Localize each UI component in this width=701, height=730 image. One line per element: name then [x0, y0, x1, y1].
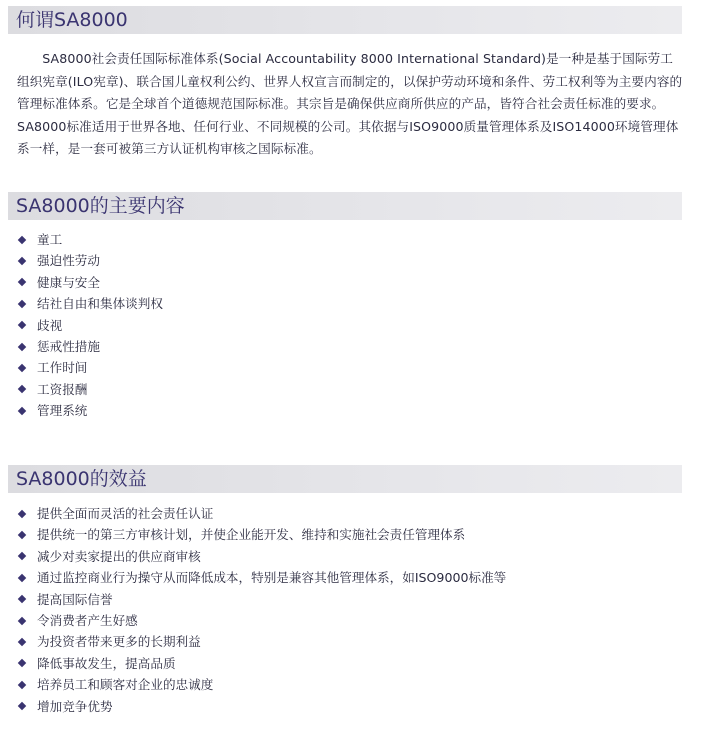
diamond-bullet-icon — [18, 385, 26, 393]
list-item — [18, 546, 506, 567]
list-item-text: 工作时间 — [37, 360, 88, 376]
diamond-bullet-icon — [18, 364, 26, 372]
list-item — [18, 379, 163, 400]
diamond-bullet-icon — [18, 616, 26, 624]
list-item-text: 工资报酬 — [37, 381, 88, 397]
list-item-text: 令消费者产生好感 — [37, 612, 138, 628]
diamond-bullet-icon — [18, 638, 26, 646]
list-item — [18, 250, 163, 271]
list-item-text: 降低事故发生，提高品质 — [37, 655, 176, 671]
diamond-bullet-icon — [18, 342, 26, 350]
list-item-text: 强迫性劳动 — [37, 253, 100, 269]
list-item — [18, 503, 506, 524]
diamond-bullet-icon — [18, 531, 26, 539]
list-item — [18, 696, 506, 717]
section-title-benefits: SA8000的效益 — [8, 465, 682, 493]
list-item — [18, 315, 163, 336]
list-item-text: 提供统一的第三方审核计划，并使企业能开发、维持和实施社会责任管理体系 — [37, 527, 466, 543]
list-item-text: 结社自由和集体谈判权 — [37, 296, 163, 312]
list-item-text: 健康与安全 — [37, 274, 100, 290]
list-item — [18, 631, 506, 652]
list-item-text: 提供全面而灵活的社会责任认证 — [37, 506, 214, 521]
list-item-text: 提高国际信誉 — [37, 591, 113, 607]
list-item — [18, 336, 163, 357]
list-item-text: 培养员工和顾客对企业的忠诚度 — [37, 677, 214, 693]
diamond-bullet-icon — [18, 300, 26, 308]
list-item — [18, 589, 506, 610]
list-item — [18, 293, 163, 314]
diamond-bullet-icon — [18, 552, 26, 560]
diamond-bullet-icon — [18, 278, 26, 286]
list-item — [18, 272, 163, 293]
diamond-bullet-icon — [18, 702, 26, 710]
diamond-bullet-icon — [18, 407, 26, 415]
list-item — [18, 653, 506, 674]
section-title-what-is-sa8000: 何谓SA8000 — [8, 6, 682, 34]
list-item-text: 增加竞争优势 — [37, 698, 113, 714]
list-item-text: 为投资者带来更多的长期利益 — [37, 634, 201, 650]
list-item — [18, 674, 506, 695]
diamond-bullet-icon — [18, 574, 26, 582]
list-item-text: 歧视 — [37, 317, 63, 333]
diamond-bullet-icon — [18, 659, 26, 667]
list-item-text: 通过监控商业行为操守从而降低成本，特别是兼容其他管理体系，如ISO9000标准等 — [37, 570, 507, 586]
benefits-list — [18, 503, 506, 717]
list-item-text: 童工 — [37, 232, 63, 247]
list-item-text: 减少对卖家提出的供应商审核 — [37, 548, 201, 564]
diamond-bullet-icon — [18, 257, 26, 265]
main-content-list — [18, 229, 163, 422]
diamond-bullet-icon — [18, 235, 26, 243]
list-item — [18, 610, 506, 631]
list-item — [18, 400, 163, 421]
diamond-bullet-icon — [18, 321, 26, 329]
list-item — [18, 229, 163, 250]
intro-paragraph: SA8000社会责任国际标准体系(Social Accountability 8000 International Standard)是一种是基于国际劳工组织宪章(ILO宪章)、联合国儿童权利公约、世界人权宣言而制定的，以保护劳动环境和条件、劳工权利等为主要内容的管理标准体系。它是全球首个道德规范国际标准。其宗旨是确保供应商所供应的产品，皆符合社会责任标准的要求。SA8000标准适用于世界各地、任何行业、不同规模的公司。其依据与ISO9000质量管理体系及ISO14000环境管理体系一样，是一套可被第三方认证机构审核之国际标准。 — [17, 51, 683, 156]
section-title-main-content: SA8000的主要内容 — [8, 192, 682, 220]
diamond-bullet-icon — [18, 509, 26, 517]
diamond-bullet-icon — [18, 681, 26, 689]
list-item — [18, 567, 506, 588]
diamond-bullet-icon — [18, 595, 26, 603]
list-item-text: 管理系统 — [37, 403, 88, 419]
list-item — [18, 524, 506, 545]
list-item-text: 惩戒性措施 — [37, 338, 100, 354]
list-item — [18, 357, 163, 378]
